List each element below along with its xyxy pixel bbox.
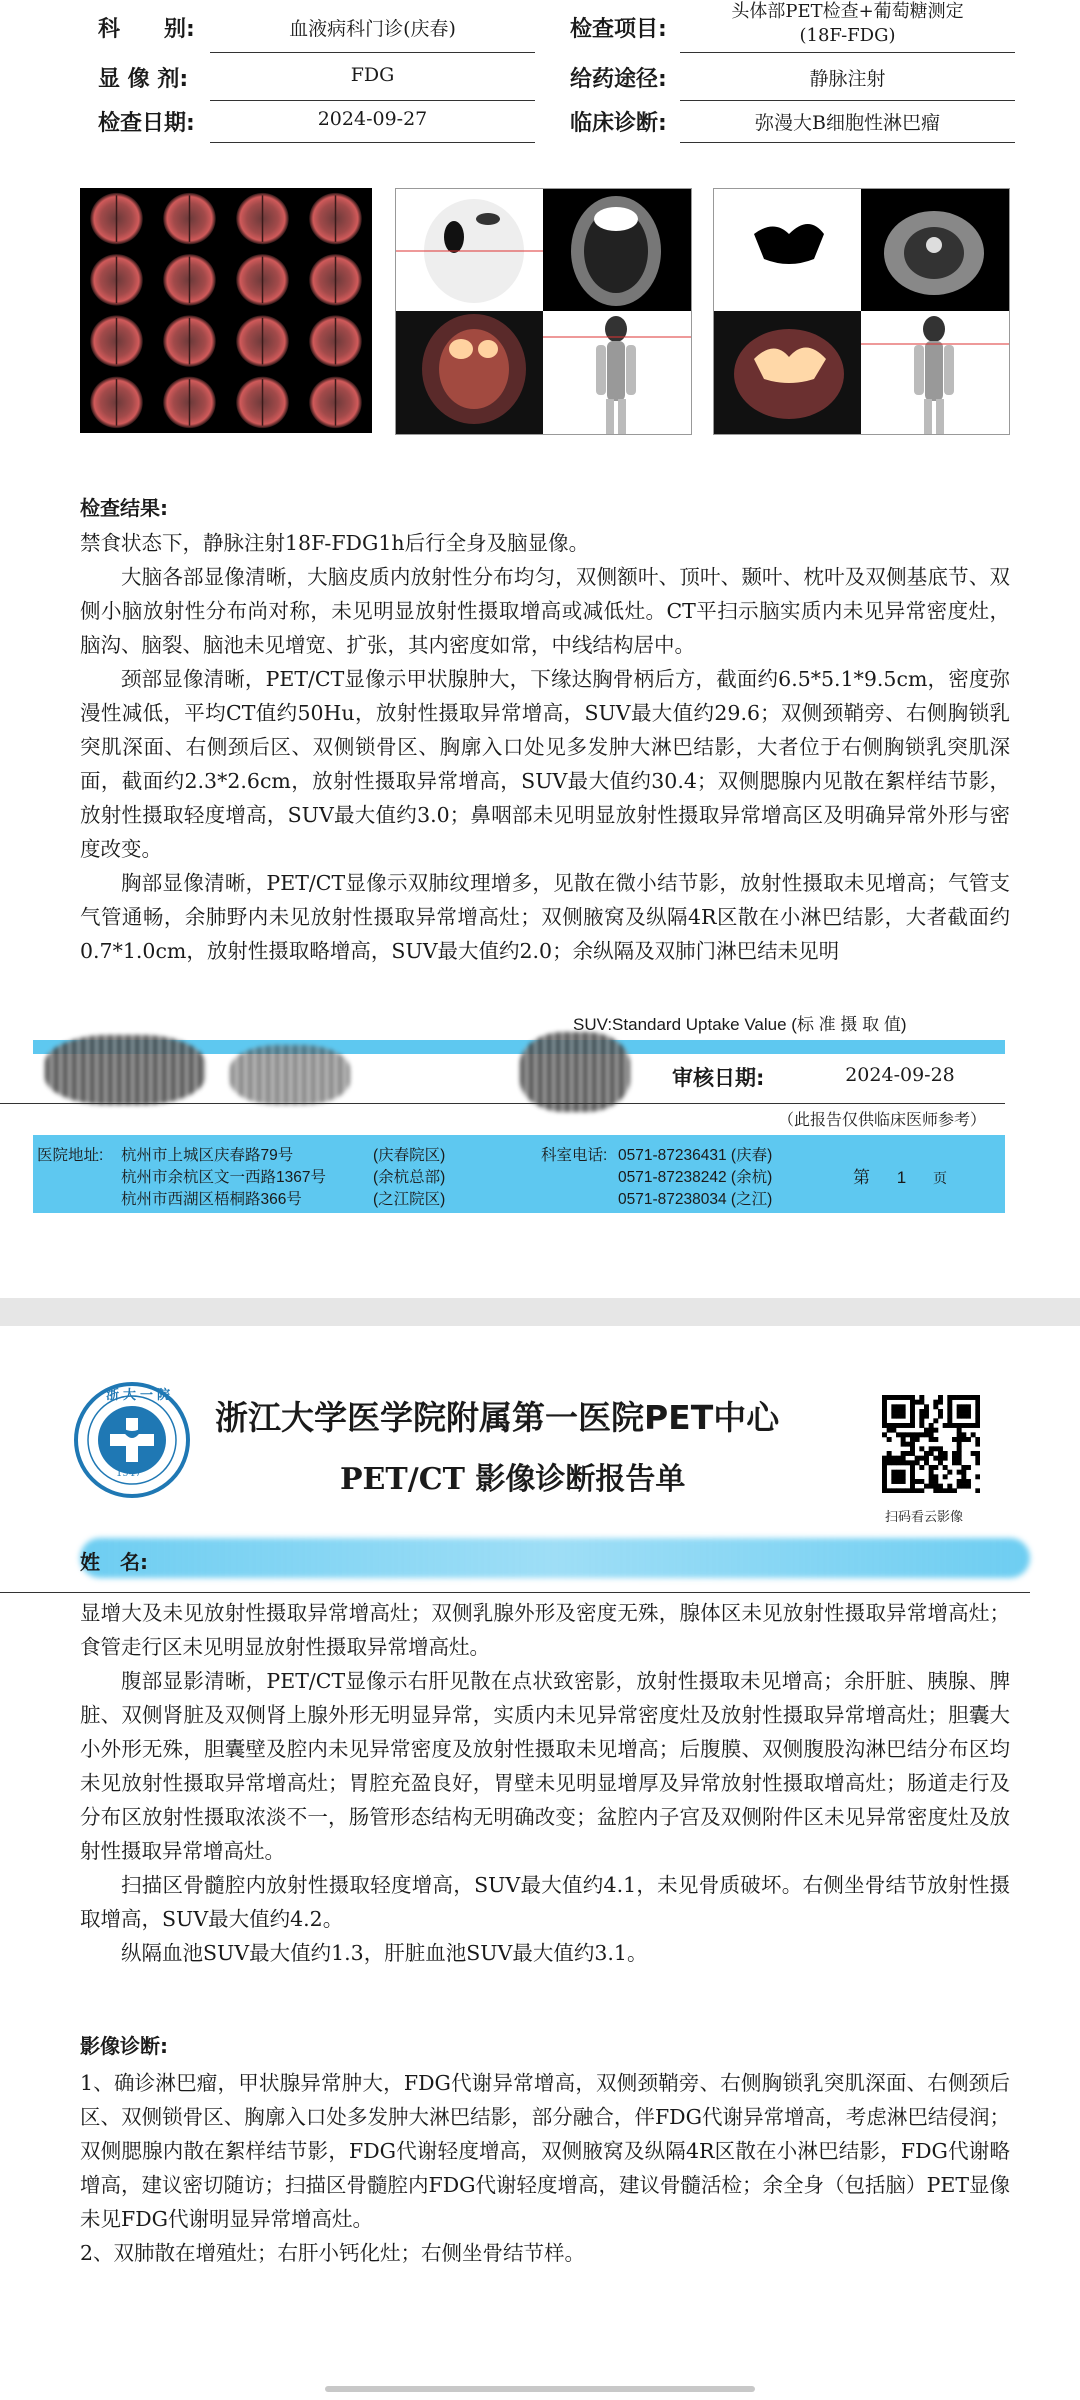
qr-module (901, 1423, 906, 1428)
exam-value-line1: 头体部PET检查+葡萄糖测定 (731, 1, 964, 22)
qr-module (896, 1409, 901, 1414)
qr-module (882, 1456, 887, 1461)
qr-module (938, 1488, 943, 1493)
qr-module (905, 1488, 910, 1493)
results-paragraph: 扫描区骨髓腔内放射性摄取轻度增高，SUV最大值约4.1，未见骨质破坏。右侧坐骨结节放射性摄取增高，SUV最大值约4.2。 (80, 1873, 1010, 1931)
results-paragraph: 胸部显像清晰，PET/CT显像示双肺纹理增多，见散在微小结节影，放射性摄取未见增高；气管支气管通畅，余肺野内未见放射性摄取异常增高灶；双侧腋窝及纵隔4R区散在小淋巴结影，大者截面约0.7*1.0cm，放射性摄取略增高，SUV最大值约2.0；余纵隔及双肺门淋巴结未见明 (80, 871, 1010, 963)
qr-module (896, 1423, 901, 1428)
qr-module (901, 1479, 906, 1484)
head-neck-pet-ct-image (395, 188, 692, 435)
qr-module (975, 1460, 980, 1465)
qr-module (952, 1456, 957, 1461)
qr-module (961, 1414, 966, 1419)
exam-value (680, 0, 1015, 53)
qr-module (910, 1404, 915, 1409)
qr-module (910, 1470, 915, 1475)
qr-module (915, 1400, 920, 1405)
qr-module (943, 1465, 948, 1470)
qr-module (924, 1409, 929, 1414)
qr-module (910, 1446, 915, 1451)
qr-module (896, 1460, 901, 1465)
qr-module (966, 1465, 971, 1470)
qr-module (943, 1474, 948, 1479)
qr-module (910, 1414, 915, 1419)
qr-module (971, 1432, 976, 1437)
qr-module (929, 1446, 934, 1451)
qr-module (887, 1395, 892, 1400)
qr-module (975, 1474, 980, 1479)
hospital-footer (33, 1135, 1005, 1213)
qr-module (929, 1451, 934, 1456)
qr-module (887, 1488, 892, 1493)
qr-module (910, 1451, 915, 1456)
qr-module (882, 1400, 887, 1405)
qr-module (891, 1404, 896, 1409)
name-label: 姓 名: (80, 1550, 148, 1574)
qr-module (910, 1442, 915, 1447)
qr-module (910, 1479, 915, 1484)
qr-module (957, 1395, 962, 1400)
qr-module (896, 1474, 901, 1479)
qr-module (915, 1460, 920, 1465)
qr-module (919, 1409, 924, 1414)
qr-module (901, 1488, 906, 1493)
agent-label: 显 像 剂: (98, 67, 189, 92)
campus-name: (余杭总部) (373, 1169, 446, 1186)
signature-line (0, 1103, 1005, 1104)
results-paragraph: 禁食状态下，静脉注射18F-FDG1h后行全身及脑显像。 (80, 531, 590, 555)
qr-module (929, 1465, 934, 1470)
dept-value: 血液病科门诊(庆春) (210, 14, 535, 53)
qr-module (891, 1456, 896, 1461)
qr-module (901, 1404, 906, 1409)
qr-module (975, 1456, 980, 1461)
qr-module (905, 1395, 910, 1400)
qr-module (957, 1414, 962, 1419)
qr-module (961, 1474, 966, 1479)
qr-module (957, 1409, 962, 1414)
qr-module (947, 1470, 952, 1475)
campus-name: (庆春院区) (373, 1147, 446, 1164)
qr-module (882, 1465, 887, 1470)
qr-module (961, 1470, 966, 1475)
qr-module (957, 1446, 962, 1451)
qr-module (929, 1484, 934, 1489)
qr-module (901, 1451, 906, 1456)
page-number: 1 (896, 1168, 907, 1187)
qr-module (919, 1432, 924, 1437)
qr-module (933, 1488, 938, 1493)
qr-module (929, 1428, 934, 1433)
qr-module (887, 1456, 892, 1461)
qr-module (975, 1400, 980, 1405)
date-label: 检查日期: (98, 111, 195, 136)
qr-module (887, 1460, 892, 1465)
qr-module (952, 1488, 957, 1493)
home-indicator[interactable] (325, 2386, 755, 2392)
qr-module (961, 1395, 966, 1400)
qr-module (919, 1418, 924, 1423)
qr-module (952, 1423, 957, 1428)
qr-module (971, 1423, 976, 1428)
qr-module (891, 1479, 896, 1484)
qr-module (910, 1418, 915, 1423)
qr-module (952, 1437, 957, 1442)
review-date: 2024-09-28 (845, 1064, 955, 1086)
qr-module (896, 1432, 901, 1437)
campus-name: (之江院区) (373, 1191, 446, 1208)
qr-module (896, 1404, 901, 1409)
results-paragraph: 显增大及未见放射性摄取异常增高灶；双侧乳腺外形及密度无殊，腺体区未见放射性摄取异常增高灶；食管走行区未见明显放射性摄取异常增高灶。 (80, 1601, 1010, 1659)
qr-module (938, 1456, 943, 1461)
qr-module (961, 1423, 966, 1428)
qr-module (882, 1418, 887, 1423)
phone-number: 0571-87238034 (之江) (618, 1191, 773, 1208)
review-label: 审核日期: (672, 1066, 765, 1090)
qr-module (957, 1470, 962, 1475)
qr-module (975, 1442, 980, 1447)
qr-module (901, 1442, 906, 1447)
qr-module (957, 1432, 962, 1437)
results-title: 检查结果: (80, 496, 168, 520)
results-continued (80, 1596, 1010, 1970)
qr-module (929, 1470, 934, 1475)
qr-module (882, 1423, 887, 1428)
qr-module (905, 1460, 910, 1465)
qr-module (887, 1423, 892, 1428)
qr-module (915, 1432, 920, 1437)
qr-module (961, 1437, 966, 1442)
qr-module (910, 1437, 915, 1442)
qr-caption: 扫码看云影像 (885, 1509, 964, 1524)
neck-pet-ct-image (713, 188, 1010, 435)
qr-module (905, 1451, 910, 1456)
qr-module (938, 1414, 943, 1419)
qr-module (882, 1460, 887, 1465)
dept-label: 科 别: (98, 17, 195, 42)
qr-module (933, 1479, 938, 1484)
qr-module (952, 1451, 957, 1456)
qr-module (947, 1414, 952, 1419)
qr-module (961, 1479, 966, 1484)
qr-module (952, 1395, 957, 1400)
qr-module (919, 1456, 924, 1461)
qr-module (882, 1474, 887, 1479)
qr-module (891, 1488, 896, 1493)
qr-module (947, 1409, 952, 1414)
qr-module (919, 1395, 924, 1400)
route-label: 给药途径: (570, 67, 667, 92)
qr-module (961, 1432, 966, 1437)
qr-module (975, 1488, 980, 1493)
qr-module (901, 1395, 906, 1400)
diag-label: 临床诊断: (570, 111, 667, 136)
qr-module (938, 1395, 943, 1400)
qr-module (891, 1409, 896, 1414)
qr-module (933, 1456, 938, 1461)
qr-module (891, 1414, 896, 1419)
qr-module (891, 1460, 896, 1465)
qr-module (957, 1437, 962, 1442)
qr-module (915, 1488, 920, 1493)
qr-module (896, 1414, 901, 1419)
hospital-logo (72, 1380, 192, 1500)
logo-year: 1947 (116, 1468, 142, 1479)
redacted-signature (45, 1035, 205, 1105)
redacted-signature (520, 1032, 630, 1112)
qr-module (882, 1484, 887, 1489)
results-paragraph: 大脑各部显像清晰，大脑皮质内放射性分布均匀，双侧额叶、顶叶、颞叶、枕叶及双侧基底节、双侧小脑放射性分布尚对称，未见明显放射性摄取增高或减低灶。CT平扫示脑实质内未见异常密度灶，脑沟、脑裂、脑池未见增宽、扩张，其内密度如常，中线结构居中。 (80, 565, 1010, 657)
qr-module (938, 1484, 943, 1489)
qr-module (882, 1470, 887, 1475)
qr-module (910, 1395, 915, 1400)
qr-module (943, 1456, 948, 1461)
phone-number: 0571-87238242 (余杭) (618, 1169, 773, 1186)
phone-label: 科室电话: (541, 1147, 608, 1164)
qr-module (957, 1479, 962, 1484)
qr-module (947, 1404, 952, 1409)
address-line: 杭州市余杭区文一西路1367号 (121, 1169, 326, 1186)
qr-module (891, 1470, 896, 1475)
qr-module (929, 1474, 934, 1479)
qr-module (971, 1451, 976, 1456)
qr-module (924, 1414, 929, 1419)
agent-value: FDG (210, 64, 535, 101)
qr-module (975, 1423, 980, 1428)
qr-module (891, 1423, 896, 1428)
qr-module (910, 1432, 915, 1437)
qr-module (924, 1432, 929, 1437)
qr-module (910, 1465, 915, 1470)
redacted-patient-info (80, 1538, 1030, 1578)
brain-pet-ct-grid-image (80, 188, 372, 433)
qr-module (966, 1484, 971, 1489)
hospital-name: 浙江大学医学院附属第一医院PET中心 (215, 1398, 780, 1437)
redacted-signature (230, 1045, 350, 1105)
qr-module (919, 1414, 924, 1419)
diag-value: 弥漫大B细胞性淋巴瘤 (680, 108, 1015, 143)
address-line: 杭州市上城区庆春路79号 (121, 1147, 294, 1164)
results-paragraph: 纵隔血池SUV最大值约1.3，肝脏血池SUV最大值约3.1。 (121, 1941, 648, 1965)
name-underline (0, 1592, 1030, 1593)
qr-module (891, 1474, 896, 1479)
diagnosis-item: 1、确诊淋巴瘤，甲状腺异常肿大，FDG代谢异常增高，双侧颈鞘旁、右侧胸锁乳突肌深面、右侧颈后区、双侧锁骨区、胸廓入口处多发肿大淋巴结影，部分融合，伴FDG代谢异常增高，考虑淋巴结侵润；双侧腮腺内散在絮样结节影，FDG代谢轻度增高，双侧腋窝及纵隔4R区散在小淋巴结影，FDG代谢略增高，建议密切随访；扫描区骨髓腔内FDG代谢轻度增高，建议骨髓活检；余全身（包括脑）PET显像未见FDG代谢明显异常增高灶。 (80, 2071, 1010, 2231)
qr-module (896, 1395, 901, 1400)
exam-label: 检查项目: (570, 17, 667, 42)
qr-module (929, 1423, 934, 1428)
page-suffix: 页 (932, 1170, 947, 1186)
qr-module (901, 1460, 906, 1465)
qr-module (882, 1432, 887, 1437)
qr-module (901, 1474, 906, 1479)
qr-module (919, 1488, 924, 1493)
qr-module (919, 1479, 924, 1484)
diagnosis-item: 2、双肺散在增殖灶；右肝小钙化灶；右侧坐骨结节样。 (80, 2241, 586, 2265)
qr-module (933, 1404, 938, 1409)
qr-module (910, 1488, 915, 1493)
diagnosis-body (80, 2066, 1010, 2270)
qr-module (924, 1404, 929, 1409)
qr-module (975, 1414, 980, 1419)
qr-module (966, 1414, 971, 1419)
qr-module (896, 1470, 901, 1475)
qr-module (882, 1479, 887, 1484)
logo-text: 浙大一院 (106, 1388, 175, 1403)
qr-module (882, 1395, 887, 1400)
qr-module (901, 1437, 906, 1442)
qr-module (924, 1456, 929, 1461)
qr-module (975, 1395, 980, 1400)
qr-module (915, 1437, 920, 1442)
qr-module (933, 1446, 938, 1451)
qr-module (961, 1409, 966, 1414)
qr-module (901, 1456, 906, 1461)
qr-module (938, 1409, 943, 1414)
qr-module (966, 1479, 971, 1484)
qr-module (901, 1470, 906, 1475)
qr-module (915, 1456, 920, 1461)
qr-module (924, 1484, 929, 1489)
patient-name-row (80, 1538, 1030, 1582)
exam-value-line2: (18F-FDG) (799, 25, 896, 46)
qr-module (957, 1484, 962, 1489)
qr-module (896, 1479, 901, 1484)
qr-module (938, 1400, 943, 1405)
qr-module (947, 1418, 952, 1423)
qr-module (966, 1423, 971, 1428)
qr-module (947, 1423, 952, 1428)
qr-module (933, 1474, 938, 1479)
qr-module (943, 1488, 948, 1493)
qr-module (961, 1484, 966, 1489)
report-title: PET/CT 影像诊断报告单 (340, 1462, 686, 1497)
qr-module (910, 1460, 915, 1465)
page-indicator (853, 1163, 947, 1188)
qr-module (957, 1428, 962, 1433)
diagnosis-title: 影像诊断: (80, 2034, 168, 2058)
qr-module (966, 1395, 971, 1400)
qr-module (891, 1395, 896, 1400)
qr-module (933, 1437, 938, 1442)
phone-number: 0571-87236431 (庆春) (618, 1147, 773, 1164)
qr-module (971, 1395, 976, 1400)
qr-module (924, 1460, 929, 1465)
qr-module (929, 1479, 934, 1484)
qr-module (943, 1451, 948, 1456)
qr-module (896, 1488, 901, 1493)
qr-module (947, 1395, 952, 1400)
qr-module (905, 1423, 910, 1428)
results-body (80, 526, 1010, 968)
page-prefix: 第 (853, 1168, 870, 1187)
qr-module (924, 1428, 929, 1433)
qr-module (919, 1423, 924, 1428)
qr-module (947, 1400, 952, 1405)
date-value: 2024-09-27 (210, 108, 535, 143)
qr-module (957, 1456, 962, 1461)
qr-module (933, 1418, 938, 1423)
qr-module (933, 1484, 938, 1489)
qr-module (947, 1484, 952, 1489)
qr-module (901, 1414, 906, 1419)
suv-note: SUV:Standard Uptake Value (标 准 摄 取 值) (573, 1015, 907, 1034)
qr-module (961, 1404, 966, 1409)
qr-module (891, 1428, 896, 1433)
qr-module (910, 1400, 915, 1405)
results-paragraph: 腹部显影清晰，PET/CT显像示右肝见散在点状致密影，放射性摄取未见增高；余肝脏、胰腺、脾脏、双侧肾脏及双侧肾上腺外形无明显异常，实质内未见异常密度灶及放射性摄取异常增高灶；胆囊大小外形无殊，胆囊壁及腔内未见异常密度及放射性摄取未见增高；后腹膜、双侧腹股沟淋巴结分布区均未见放射性摄取异常增高灶；胃腔充盈良好，胃壁未见明显增厚及异常放射性摄取增高灶；肠道走行及分布区放射性摄取浓淡不一，肠管形态结构无明确改变；盆腔内子宫及双侧附件区未见异常密度灶及放射性摄取异常增高灶。 (80, 1669, 1010, 1863)
qr-module (957, 1404, 962, 1409)
qr-module (938, 1451, 943, 1456)
qr-module (966, 1404, 971, 1409)
qr-module (882, 1414, 887, 1419)
qr-module (929, 1437, 934, 1442)
address-label: 医院地址: (37, 1147, 104, 1164)
qr-module (910, 1409, 915, 1414)
qr-module (919, 1465, 924, 1470)
qr-module (910, 1474, 915, 1479)
qr-module (924, 1451, 929, 1456)
page-divider (0, 1298, 1080, 1326)
qr-module (975, 1451, 980, 1456)
qr-module (957, 1442, 962, 1447)
qr-module (938, 1460, 943, 1465)
route-value: 静脉注射 (680, 64, 1015, 101)
qr-module (910, 1484, 915, 1489)
qr-module (882, 1488, 887, 1493)
qr-module (905, 1432, 910, 1437)
qr-module (975, 1409, 980, 1414)
qr-module (952, 1460, 957, 1465)
qr-module (901, 1432, 906, 1437)
qr-module (887, 1437, 892, 1442)
results-paragraph: 颈部显像清晰，PET/CT显像示甲状腺肿大，下缘达胸骨柄后方，截面约6.5*5.1*9.5cm，密度弥漫性减低，平均CT值约50Hu，放射性摄取异常增高，SUV最大值约29.6；双侧颈鞘旁、右侧胸锁乳突肌深面、右侧颈后区、双侧锁骨区、胸廓入口处见多发肿大淋巴结影，大者位于右侧胸锁乳突肌深面，截面约2.3*2.6cm，放射性摄取异常增高，SUV最大值约30.4；双侧腮腺内见散在絮样结节影，放射性摄取轻度增高，SUV最大值约3.0；鼻咽部未见明显放射性摄取异常增高区及明确异常外形与密度改变。 (80, 667, 1010, 861)
qr-module (896, 1456, 901, 1461)
qr-module (901, 1409, 906, 1414)
qr-code[interactable] (882, 1395, 980, 1493)
qr-module (957, 1423, 962, 1428)
qr-module (905, 1442, 910, 1447)
qr-module (947, 1488, 952, 1493)
qr-module (938, 1446, 943, 1451)
qr-module (882, 1404, 887, 1409)
qr-module (882, 1409, 887, 1414)
qr-module (910, 1423, 915, 1428)
qr-module (887, 1451, 892, 1456)
qr-module (933, 1428, 938, 1433)
qr-module (957, 1460, 962, 1465)
qr-module (957, 1451, 962, 1456)
qr-module (966, 1409, 971, 1414)
address-line: 杭州市西湖区梧桐路366号 (121, 1191, 302, 1208)
qr-module (943, 1423, 948, 1428)
qr-module (961, 1465, 966, 1470)
qr-module (966, 1437, 971, 1442)
qr-module (933, 1465, 938, 1470)
qr-module (919, 1400, 924, 1405)
qr-module (919, 1446, 924, 1451)
qr-module (887, 1428, 892, 1433)
qr-module (975, 1437, 980, 1442)
qr-module (933, 1400, 938, 1405)
qr-module (975, 1418, 980, 1423)
qr-module (915, 1479, 920, 1484)
disclaimer: （此报告仅供临床医师参考） (778, 1110, 987, 1129)
qr-module (929, 1432, 934, 1437)
qr-module (975, 1404, 980, 1409)
